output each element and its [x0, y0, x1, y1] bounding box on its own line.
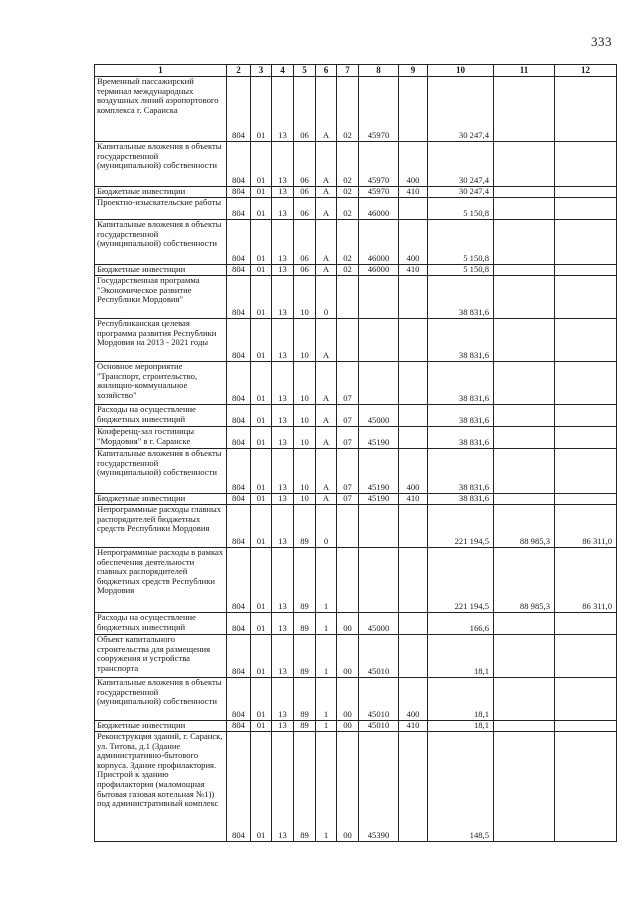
cell-amount-year-3	[555, 613, 617, 635]
cell-expense-type	[399, 548, 428, 613]
cell-amount-year-1: 5 150,8	[428, 198, 494, 220]
table-row	[95, 449, 617, 494]
row-name-cell: Капитальные вложения в объекты государственной (муниципальной) собственности	[95, 220, 227, 265]
cell-subprogram: А	[316, 362, 337, 405]
row-name-cell: Непрограммные расходы главных распорядителей бюджетных средств Республики Мордовия	[95, 505, 227, 548]
cell-program: 89	[294, 732, 316, 842]
cell-amount-year-2	[494, 276, 555, 319]
cell-amount-year-2	[494, 265, 555, 276]
table-row	[95, 187, 617, 198]
column-header: 12	[555, 65, 617, 77]
cell-section: 01	[251, 427, 272, 449]
table-row	[95, 142, 617, 187]
cell-amount-year-3	[555, 142, 617, 187]
cell-grbs: 804	[227, 319, 251, 362]
cell-amount-year-2	[494, 405, 555, 427]
cell-program: 10	[294, 276, 316, 319]
cell-grbs: 804	[227, 142, 251, 187]
cell-amount-year-3	[555, 721, 617, 732]
column-header: 4	[272, 65, 294, 77]
cell-expense-type	[399, 362, 428, 405]
table-row	[95, 613, 617, 635]
cell-subprogram: А	[316, 187, 337, 198]
cell-expense-type	[399, 405, 428, 427]
cell-expense-type	[399, 505, 428, 548]
cell-direction: 45190	[359, 494, 399, 505]
cell-grbs: 804	[227, 187, 251, 198]
cell-subsection: 13	[272, 142, 294, 187]
column-header: 10	[428, 65, 494, 77]
table-row	[95, 77, 617, 142]
cell-expense-type: 410	[399, 721, 428, 732]
cell-program: 06	[294, 187, 316, 198]
cell-event: 07	[337, 405, 359, 427]
table-row	[95, 678, 617, 721]
table-header-row	[95, 65, 617, 77]
table-row	[95, 220, 617, 265]
cell-subsection: 13	[272, 494, 294, 505]
cell-event: 00	[337, 732, 359, 842]
cell-subsection: 13	[272, 635, 294, 678]
cell-expense-type	[399, 198, 428, 220]
column-header: 7	[337, 65, 359, 77]
column-header: 2	[227, 65, 251, 77]
table-row	[95, 505, 617, 548]
cell-subsection: 13	[272, 678, 294, 721]
cell-amount-year-2	[494, 198, 555, 220]
cell-subprogram: А	[316, 142, 337, 187]
cell-program: 89	[294, 721, 316, 732]
cell-program: 10	[294, 405, 316, 427]
cell-amount-year-2	[494, 732, 555, 842]
column-header: 5	[294, 65, 316, 77]
cell-program: 06	[294, 198, 316, 220]
cell-subprogram: 1	[316, 678, 337, 721]
cell-event: 02	[337, 187, 359, 198]
column-header: 9	[399, 65, 428, 77]
cell-direction: 45390	[359, 732, 399, 842]
cell-expense-type: 410	[399, 265, 428, 276]
row-name-cell: Расходы на осуществление бюджетных инвестиций	[95, 405, 227, 427]
cell-event	[337, 276, 359, 319]
cell-amount-year-3	[555, 187, 617, 198]
cell-subprogram: А	[316, 427, 337, 449]
row-name-cell: Бюджетные инвестиции	[95, 187, 227, 198]
cell-subprogram: 1	[316, 721, 337, 732]
cell-grbs: 804	[227, 220, 251, 265]
row-name-cell: Капитальные вложения в объекты государственной (муниципальной) собственности	[95, 449, 227, 494]
cell-amount-year-1: 30 247,4	[428, 77, 494, 142]
cell-section: 01	[251, 548, 272, 613]
cell-subprogram: А	[316, 198, 337, 220]
cell-section: 01	[251, 276, 272, 319]
cell-section: 01	[251, 220, 272, 265]
cell-amount-year-3	[555, 427, 617, 449]
cell-amount-year-3	[555, 732, 617, 842]
cell-program: 10	[294, 362, 316, 405]
cell-amount-year-1: 38 831,6	[428, 494, 494, 505]
cell-amount-year-3	[555, 265, 617, 276]
cell-amount-year-1: 221 194,5	[428, 548, 494, 613]
cell-direction: 45000	[359, 613, 399, 635]
cell-program: 89	[294, 613, 316, 635]
cell-direction: 45190	[359, 449, 399, 494]
cell-program: 06	[294, 142, 316, 187]
row-name-cell: Республиканская целевая программа развития Республики Мордовия на 2013 - 2021 годы	[95, 319, 227, 362]
cell-subprogram: А	[316, 319, 337, 362]
cell-section: 01	[251, 505, 272, 548]
cell-expense-type: 410	[399, 187, 428, 198]
cell-grbs: 804	[227, 405, 251, 427]
cell-subsection: 13	[272, 405, 294, 427]
cell-event	[337, 505, 359, 548]
row-name-cell: Непрограммные расходы в рамках обеспечения деятельности главных распорядителей бюджетных средств Республики Мордовия	[95, 548, 227, 613]
cell-expense-type: 400	[399, 220, 428, 265]
cell-amount-year-1: 5 150,8	[428, 265, 494, 276]
cell-direction: 45970	[359, 77, 399, 142]
cell-event	[337, 548, 359, 613]
row-name-cell: Расходы на осуществление бюджетных инвестиций	[95, 613, 227, 635]
cell-section: 01	[251, 449, 272, 494]
cell-expense-type	[399, 635, 428, 678]
table-row	[95, 405, 617, 427]
cell-subprogram: А	[316, 449, 337, 494]
cell-event: 00	[337, 613, 359, 635]
table-row	[95, 265, 617, 276]
cell-section: 01	[251, 142, 272, 187]
cell-program: 89	[294, 505, 316, 548]
cell-event: 02	[337, 220, 359, 265]
cell-expense-type	[399, 319, 428, 362]
cell-event: 07	[337, 494, 359, 505]
cell-grbs: 804	[227, 265, 251, 276]
cell-amount-year-1: 30 247,4	[428, 187, 494, 198]
cell-amount-year-2	[494, 77, 555, 142]
cell-grbs: 804	[227, 505, 251, 548]
cell-program: 10	[294, 494, 316, 505]
table-row	[95, 721, 617, 732]
cell-subsection: 13	[272, 548, 294, 613]
row-name-cell: Государственная программа "Экономическое развитие Республики Мордовия"	[95, 276, 227, 319]
table-row	[95, 198, 617, 220]
cell-subprogram: 0	[316, 505, 337, 548]
cell-event: 00	[337, 635, 359, 678]
row-name-cell: Реконструкция зданий, г. Саранск, ул. Титова, д.1 (Здание административно-бытового корпуса. Здание профилактория. Пристрой к зданию профилактория (маломощная бытовая газовая котельная №1)) под административный комплекс	[95, 732, 227, 842]
cell-subprogram: А	[316, 405, 337, 427]
cell-grbs: 804	[227, 721, 251, 732]
cell-amount-year-3	[555, 405, 617, 427]
cell-event: 07	[337, 362, 359, 405]
cell-grbs: 804	[227, 362, 251, 405]
cell-amount-year-2	[494, 449, 555, 494]
cell-subprogram: 1	[316, 635, 337, 678]
cell-direction: 46000	[359, 220, 399, 265]
cell-event: 00	[337, 721, 359, 732]
cell-subsection: 13	[272, 220, 294, 265]
cell-amount-year-3	[555, 198, 617, 220]
cell-program: 89	[294, 635, 316, 678]
cell-subsection: 13	[272, 362, 294, 405]
cell-section: 01	[251, 613, 272, 635]
cell-direction: 45970	[359, 142, 399, 187]
column-header: 8	[359, 65, 399, 77]
cell-event: 07	[337, 427, 359, 449]
cell-grbs: 804	[227, 449, 251, 494]
table-row	[95, 635, 617, 678]
cell-section: 01	[251, 405, 272, 427]
cell-grbs: 804	[227, 198, 251, 220]
cell-amount-year-2: 88 985,3	[494, 505, 555, 548]
cell-subprogram: 0	[316, 276, 337, 319]
cell-section: 01	[251, 77, 272, 142]
cell-section: 01	[251, 635, 272, 678]
row-name-cell: Бюджетные инвестиции	[95, 494, 227, 505]
cell-grbs: 804	[227, 276, 251, 319]
cell-grbs: 804	[227, 548, 251, 613]
cell-amount-year-1: 18,1	[428, 721, 494, 732]
column-header: 1	[95, 65, 227, 77]
cell-amount-year-3: 86 311,0	[555, 505, 617, 548]
cell-direction: 45190	[359, 427, 399, 449]
cell-direction: 45010	[359, 678, 399, 721]
cell-expense-type	[399, 613, 428, 635]
cell-amount-year-2	[494, 613, 555, 635]
cell-program: 89	[294, 678, 316, 721]
cell-event: 07	[337, 449, 359, 494]
cell-subprogram: 1	[316, 548, 337, 613]
cell-subprogram: А	[316, 265, 337, 276]
cell-grbs: 804	[227, 678, 251, 721]
cell-amount-year-3: 86 311,0	[555, 548, 617, 613]
cell-section: 01	[251, 198, 272, 220]
cell-amount-year-3	[555, 220, 617, 265]
cell-subsection: 13	[272, 187, 294, 198]
cell-expense-type	[399, 732, 428, 842]
cell-amount-year-1: 18,1	[428, 635, 494, 678]
cell-amount-year-1: 166,6	[428, 613, 494, 635]
cell-direction: 45010	[359, 721, 399, 732]
row-name-cell: Временный пассажирский терминал международных воздушных линий аэропортового комплекса г. Саранска	[95, 77, 227, 142]
cell-section: 01	[251, 362, 272, 405]
cell-subsection: 13	[272, 427, 294, 449]
cell-amount-year-3	[555, 635, 617, 678]
cell-event: 02	[337, 77, 359, 142]
cell-direction	[359, 276, 399, 319]
row-name-cell: Капитальные вложения в объекты государственной (муниципальной) собственности	[95, 142, 227, 187]
row-name-cell: Бюджетные инвестиции	[95, 721, 227, 732]
row-name-cell: Объект капитального строительства для размещения сооружения и устройства транспорта	[95, 635, 227, 678]
row-name-cell: Конференц-зал гостиницы "Мордовия" в г. Саранске	[95, 427, 227, 449]
cell-direction	[359, 505, 399, 548]
table-row	[95, 427, 617, 449]
cell-program: 06	[294, 265, 316, 276]
cell-amount-year-1: 38 831,6	[428, 449, 494, 494]
cell-subsection: 13	[272, 319, 294, 362]
cell-amount-year-1: 5 150,8	[428, 220, 494, 265]
cell-direction	[359, 548, 399, 613]
table-row	[95, 548, 617, 613]
cell-section: 01	[251, 721, 272, 732]
cell-expense-type: 400	[399, 678, 428, 721]
cell-expense-type: 400	[399, 142, 428, 187]
cell-program: 06	[294, 77, 316, 142]
cell-amount-year-3	[555, 678, 617, 721]
cell-amount-year-1: 148,5	[428, 732, 494, 842]
table-row	[95, 319, 617, 362]
column-header: 6	[316, 65, 337, 77]
table-row	[95, 276, 617, 319]
column-header: 11	[494, 65, 555, 77]
cell-amount-year-2	[494, 494, 555, 505]
cell-program: 10	[294, 427, 316, 449]
table-body	[95, 77, 617, 842]
row-name-cell: Проектно-изыскательские работы	[95, 198, 227, 220]
cell-amount-year-1: 38 831,6	[428, 362, 494, 405]
column-header: 3	[251, 65, 272, 77]
cell-direction	[359, 362, 399, 405]
cell-program: 06	[294, 220, 316, 265]
row-name-cell: Бюджетные инвестиции	[95, 265, 227, 276]
cell-amount-year-3	[555, 77, 617, 142]
row-name-cell: Основное мероприятие "Транспорт, строительство, жилищно-коммунальное хозяйство"	[95, 362, 227, 405]
cell-amount-year-3	[555, 494, 617, 505]
cell-program: 10	[294, 449, 316, 494]
cell-event: 00	[337, 678, 359, 721]
cell-amount-year-3	[555, 276, 617, 319]
cell-section: 01	[251, 187, 272, 198]
cell-amount-year-2	[494, 721, 555, 732]
cell-event: 02	[337, 198, 359, 220]
cell-direction: 45000	[359, 405, 399, 427]
cell-amount-year-1: 38 831,6	[428, 319, 494, 362]
cell-subsection: 13	[272, 276, 294, 319]
cell-grbs: 804	[227, 77, 251, 142]
cell-amount-year-2	[494, 427, 555, 449]
cell-subsection: 13	[272, 613, 294, 635]
cell-amount-year-1: 38 831,6	[428, 276, 494, 319]
cell-subsection: 13	[272, 198, 294, 220]
cell-subprogram: А	[316, 494, 337, 505]
cell-subprogram: А	[316, 77, 337, 142]
cell-direction: 45970	[359, 187, 399, 198]
cell-section: 01	[251, 319, 272, 362]
cell-amount-year-3	[555, 362, 617, 405]
cell-expense-type	[399, 427, 428, 449]
table-row	[95, 494, 617, 505]
cell-subsection: 13	[272, 505, 294, 548]
cell-amount-year-1: 30 247,4	[428, 142, 494, 187]
cell-subsection: 13	[272, 732, 294, 842]
cell-amount-year-2	[494, 142, 555, 187]
cell-expense-type	[399, 276, 428, 319]
cell-grbs: 804	[227, 613, 251, 635]
cell-amount-year-3	[555, 449, 617, 494]
cell-direction: 45010	[359, 635, 399, 678]
cell-amount-year-1: 38 831,6	[428, 427, 494, 449]
cell-program: 10	[294, 319, 316, 362]
cell-section: 01	[251, 732, 272, 842]
cell-subsection: 13	[272, 77, 294, 142]
cell-amount-year-1: 221 194,5	[428, 505, 494, 548]
table-row	[95, 732, 617, 842]
budget-table	[94, 64, 617, 842]
cell-amount-year-2	[494, 362, 555, 405]
cell-grbs: 804	[227, 427, 251, 449]
cell-expense-type: 410	[399, 494, 428, 505]
cell-expense-type: 400	[399, 449, 428, 494]
cell-amount-year-2	[494, 678, 555, 721]
cell-amount-year-2: 88 985,3	[494, 548, 555, 613]
cell-amount-year-1: 18,1	[428, 678, 494, 721]
cell-section: 01	[251, 494, 272, 505]
cell-expense-type	[399, 77, 428, 142]
cell-direction	[359, 319, 399, 362]
cell-amount-year-3	[555, 319, 617, 362]
cell-subsection: 13	[272, 721, 294, 732]
cell-program: 89	[294, 548, 316, 613]
cell-section: 01	[251, 265, 272, 276]
cell-event: 02	[337, 265, 359, 276]
cell-section: 01	[251, 678, 272, 721]
page-number: 333	[591, 34, 612, 49]
cell-subprogram: А	[316, 220, 337, 265]
cell-grbs: 804	[227, 732, 251, 842]
cell-event	[337, 319, 359, 362]
cell-direction: 46000	[359, 198, 399, 220]
cell-grbs: 804	[227, 494, 251, 505]
cell-direction: 46000	[359, 265, 399, 276]
cell-amount-year-2	[494, 220, 555, 265]
table-row	[95, 362, 617, 405]
cell-amount-year-2	[494, 635, 555, 678]
cell-amount-year-1: 38 831,6	[428, 405, 494, 427]
cell-event: 02	[337, 142, 359, 187]
cell-subprogram: 1	[316, 732, 337, 842]
cell-subsection: 13	[272, 265, 294, 276]
cell-subsection: 13	[272, 449, 294, 494]
cell-subprogram: 1	[316, 613, 337, 635]
cell-amount-year-2	[494, 319, 555, 362]
row-name-cell: Капитальные вложения в объекты государственной (муниципальной) собственности	[95, 678, 227, 721]
cell-amount-year-2	[494, 187, 555, 198]
cell-grbs: 804	[227, 635, 251, 678]
